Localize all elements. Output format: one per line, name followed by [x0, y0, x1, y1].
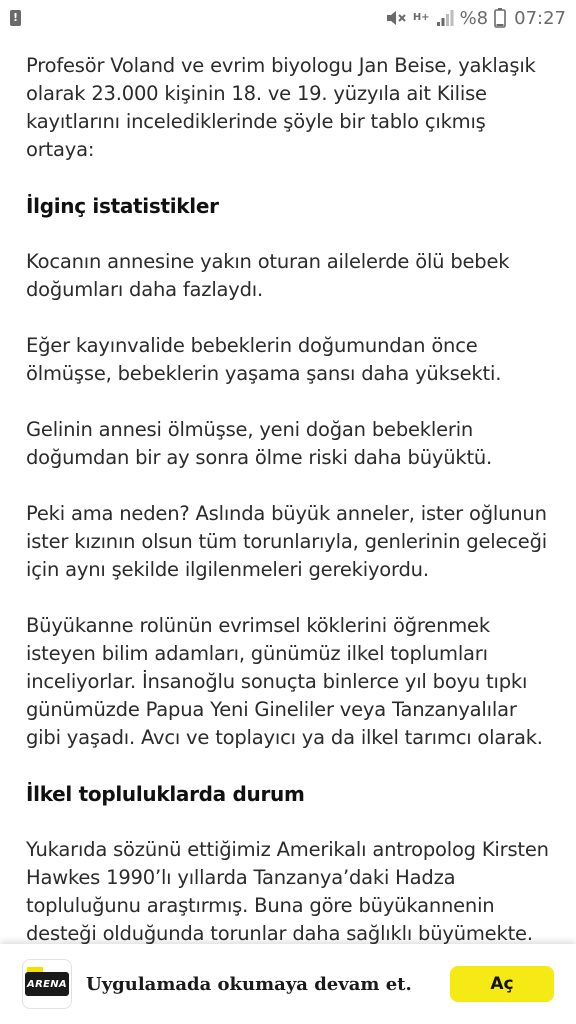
status-bar	[0, 0, 576, 36]
logo-badge	[25, 972, 69, 996]
open-app-button[interactable]: Aç	[450, 966, 554, 1002]
battery-percent: %8	[459, 7, 489, 29]
article-heading: İlkel topluluklarda durum	[26, 782, 305, 806]
banner-message[interactable]: Uygulamada okumaya devam et.	[86, 973, 412, 995]
logo-stripe	[27, 967, 43, 972]
signal-icon	[436, 9, 454, 27]
battery-icon	[494, 8, 506, 28]
article-paragraph: Kocanın annesine yakın oturan ailelerde ölü bebek doğumları daha fazlaydı.	[26, 250, 510, 301]
app-install-banner	[0, 944, 576, 1024]
article-paragraph: Profesör Voland ve evrim biyologu Jan Beise, yaklaşık olarak 23.000 kişinin 18. ve 19. yüzyıla ait Kilise kayıtlarını incelediklerinde şöyle bir tablo çıkmış ortaya:	[26, 54, 536, 161]
article-body[interactable]	[0, 36, 576, 944]
article-paragraph: Peki ama neden? Aslında büyük anneler, ister oğlunun ister kızının olsun tüm torunlarıyla, genlerinin geleceği için aynı şekilde ilgilenmeleri gerekiyordu.	[26, 502, 547, 581]
logo-text: ARENA	[27, 978, 67, 990]
status-left	[10, 10, 21, 26]
clock: 07:27	[514, 7, 566, 29]
alert-icon: !	[10, 10, 21, 26]
article-heading: İlginç istatistikler	[26, 194, 219, 218]
status-right	[385, 8, 566, 29]
article-paragraph: Büyükanne rolünün evrimsel köklerini öğrenmek isteyen bilim adamları, günümüz ilkel toplumları inceliyorlar. İnsanoğlu sonuçta binlerce yıl boyu tıpkı günümüzde Papua Yeni Gineliler veya Tanzanyalılar gibi yaşadı. Avcı ve toplayıcı ya da ilkel tarımcı olarak.	[26, 614, 543, 749]
mute-icon	[385, 9, 407, 27]
article-paragraph: Yukarıda sözünü ettiğimiz Amerikalı antropolog Kirsten Hawkes 1990’lı yıllarda Tanzanya’daki Hadza topluluğunu araştırmış. Buna göre büyükannenin desteği olduğunda torunlar daha sağlıklı büyümekte.	[26, 838, 549, 944]
app-logo	[22, 959, 72, 1009]
network-type-label: H+	[412, 12, 430, 23]
article-paragraph: Eğer kayınvalide bebeklerin doğumundan önce ölmüşse, bebeklerin yaşama şansı daha yüksekti.	[26, 334, 502, 385]
article-paragraph: Gelinin annesi ölmüşse, yeni doğan bebeklerin doğumdan bir ay sonra ölme riski daha büyüktü.	[26, 418, 493, 469]
